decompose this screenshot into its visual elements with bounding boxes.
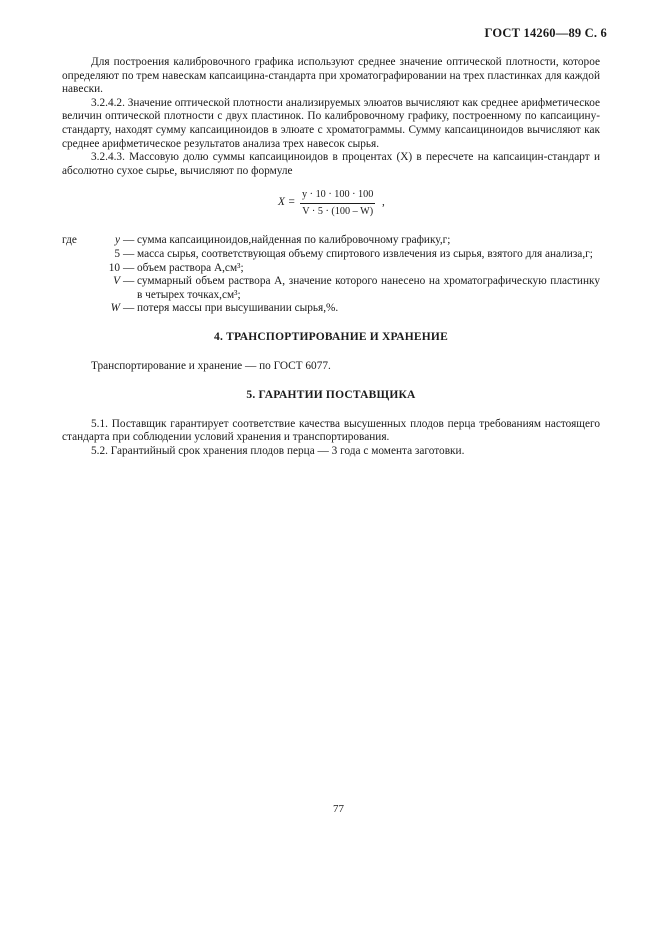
legend-symbol: W: [110, 302, 120, 315]
legend-row: 10 — объем раствора А,см³;: [62, 262, 600, 276]
section-5-2: 5.2. Гарантийный срок хранения плодов перца — 3 года с момента заготовки.: [91, 444, 465, 457]
page-number: 77: [333, 803, 344, 815]
formula-legend: [62, 234, 600, 316]
legend-symbol: V: [113, 275, 120, 288]
formula: [62, 188, 600, 228]
legend-symbol: y: [114, 234, 120, 247]
formula-lhs: X =: [278, 196, 296, 209]
paragraph-calibration: Для построения калибровочного графика используют среднее значение оптической плотности, которое определяют по трем навескам капсаицина-стандарта при хроматографировании на трех пластинках для каждой навески.: [62, 56, 600, 96]
legend-text: масса сырья, соответствующая объему спиртового извлечения из сырья, взятого для анализа,г;: [137, 247, 593, 260]
formula-numerator: y · 10 · 100 · 100: [300, 188, 375, 204]
document-header: ГОСТ 14260—89 С. 6: [484, 26, 607, 40]
legend-symbol: 10: [108, 261, 120, 274]
paragraph-3-2-4-3: 3.2.4.3. Массовую долю суммы капсаициноидов в процентах (X) в пересчете на капсаицин-стандарт и абсолютно сухое сырье, вычисляют по формуле: [62, 151, 600, 177]
legend-where: где: [62, 234, 77, 247]
section-4-text: Транспортирование и хранение — по ГОСТ 6077.: [91, 359, 331, 372]
legend-row: W — потеря массы при высушивании сырья,%.: [62, 302, 600, 316]
paragraph-3-2-4-2: 3.2.4.2. Значение оптической плотности анализируемых элюатов вычисляют как среднее арифметическое величин оптической плотности с двух пластинок. По калибровочному графику, построенному по капсаицину-стандарту, находят сумму капсаициноидов в элюате с хроматограммы. Сумму капсаициноидов вычисляют как среднее арифметическое результатов анализа трех навесок сырья.: [62, 96, 600, 150]
legend-text: суммарный объем раствора А, значение которого нанесено на хроматографическую пластинку в четырех точках,см³;: [137, 275, 600, 301]
legend-row: 5 — масса сырья, соответствующая объему спиртового извлечения из сырья, взятого для анализа,г;: [62, 248, 600, 262]
document-body: [62, 56, 600, 458]
formula-denominator: V · 5 · (100 – W): [302, 205, 374, 217]
section-5-1: 5.1. Поставщик гарантирует соответствие качества высушенных плодов перца требованиям настоящего стандарта при соблюдении условий хранения и транспортирования.: [62, 417, 600, 444]
section-5-title: 5. ГАРАНТИИ ПОСТАВЩИКА: [246, 389, 416, 402]
legend-text: потеря массы при высушивании сырья,%.: [137, 302, 339, 315]
legend-text: объем раствора А,см³;: [137, 261, 244, 274]
legend-text: сумма капсаициноидов,найденная по калибровочному графику,г;: [137, 234, 451, 247]
formula-fraction: [300, 188, 375, 218]
formula-trail: ,: [382, 196, 385, 209]
legend-row: где y — сумма капсаициноидов,найденная по калибровочному графику,г;: [62, 234, 600, 248]
legend-row: V — суммарный объем раствора А, значение которого нанесено на хроматографическую пластинку в четырех точках,см³;: [62, 275, 600, 302]
section-4-title: 4. ТРАНСПОРТИРОВАНИЕ И ХРАНЕНИЕ: [214, 330, 448, 343]
legend-symbol: 5: [114, 247, 120, 260]
